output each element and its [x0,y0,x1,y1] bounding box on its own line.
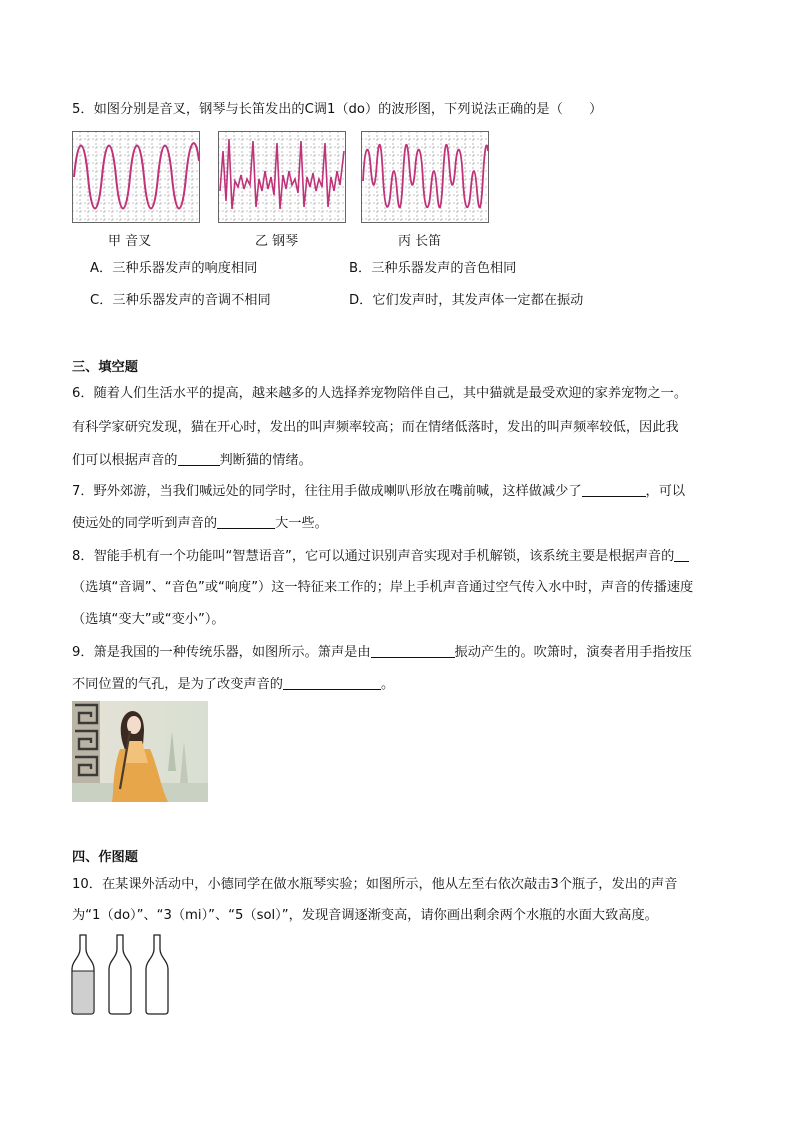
q9-text-a: 9．箫是我国的一种传统乐器，如图所示。箫声是由 [72,645,371,660]
q8-text-a: 8．智能手机有一个功能叫“智慧语音”，它可以通过识别声音实现对手机解锁，该系统主要是根据声音的 [72,549,675,564]
xiao-player-image [72,701,208,802]
section-fill-in: 三、填空题 [72,360,138,375]
q9-text-b: 振动产生的。吹箫时，演奏者用手指按压 [454,645,692,660]
water-bottles-figure [70,933,180,1015]
q7-text-b: ，可以 [645,484,686,499]
q8-line3: （选填“变大”或“变小”）。 [72,612,225,627]
q9-text-c: 不同位置的气孔，是为了改变声音的 [72,677,283,692]
q6-line3 [72,451,312,471]
section-drawing: 四、作图题 [72,850,138,865]
q7-blank-2[interactable] [217,514,275,529]
q6-text-b: 判断猫的情绪。 [219,453,312,468]
q6-text-a: 们可以根据声音的 [72,453,178,468]
q7-line2 [72,514,328,534]
q7-text-c: 使远处的同学听到声音的 [72,516,218,531]
q9-blank-2[interactable] [283,675,381,690]
q9-blank-1[interactable] [371,643,455,658]
q7-text-a: 7．野外郊游，当我们喊远处的同学时，往往用手做成喇叭形放在嘴前喊，这样做减少了 [72,484,582,499]
waveform-flute [361,131,489,223]
label-flute: 丙 长笛 [398,234,442,249]
q6-line2: 有科学家研究发现，猫在开心时，发出的叫声频率较高；而在情绪低落时，发出的叫声频率较低，因此我 [72,420,679,435]
option-c[interactable]: C．三种乐器发声的音调不相同 [90,293,271,308]
q8-line2: （选填“音调”、“音色”或“响度”）这一特征来工作的；岸上手机声音通过空气传入水中时，声音的传播速度 [72,580,694,595]
waveform-piano [218,131,346,223]
q8-line1 [72,547,689,567]
label-tuning-fork: 甲 音叉 [108,234,152,249]
q7-line1 [72,482,685,502]
q5-stem: 5．如图分别是音叉，钢琴与长笛发出的C调1（do）的波形图，下列说法正确的是（ ） [72,102,603,117]
q6-blank[interactable] [178,451,220,466]
q10-line2: 为“1（do）”、“3（mi）”、“5（sol）”，发现音调逐渐变高，请你画出剩余两个水瓶的水面大致高度。 [72,908,658,923]
q6-line1: 6．随着人们生活水平的提高，越来越多的人选择养宠物陪伴自己，其中猫就是最受欢迎的家养宠物之一。 [72,386,688,401]
q9-line2 [72,675,394,695]
bottle-3 [146,935,168,1014]
option-d[interactable]: D．它们发声时，其发声体一定都在振动 [349,293,584,308]
label-piano: 乙 钢琴 [255,234,299,249]
q9-line1 [72,643,692,663]
option-a[interactable]: A．三种乐器发声的响度相同 [90,261,258,276]
bottle-2 [109,935,131,1014]
q9-text-d: 。 [381,677,395,692]
option-b[interactable]: B．三种乐器发声的音色相同 [349,261,517,276]
q8-blank-1[interactable] [674,547,689,562]
q7-text-d: 大一些。 [275,516,328,531]
q10-line1: 10．在某课外活动中，小德同学在做水瓶琴实验；如图所示，他从左至右依次敲击3个瓶子，发出的声音 [72,877,678,892]
q7-blank-1[interactable] [582,482,646,497]
waveform-tuning-fork [72,131,200,223]
